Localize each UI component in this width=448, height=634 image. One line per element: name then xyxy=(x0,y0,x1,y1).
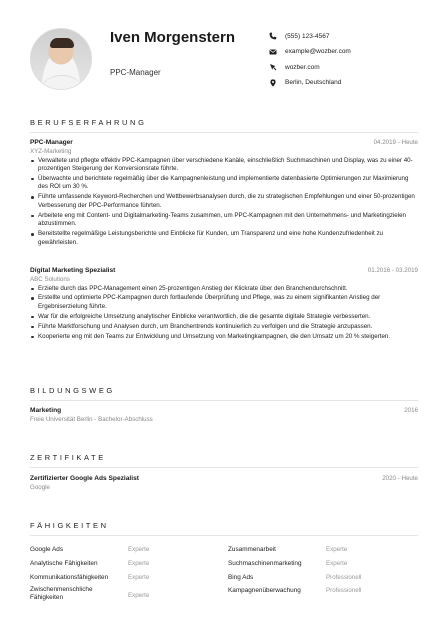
certificate-name: Zertifizierter Google Ads Spezialist xyxy=(30,475,139,482)
bullet-item: Kooperierte eng mit den Teams zur Entwicklung und Umsetzung von Marketingkampagnen, die den Umsatz um 20 % steigerten. xyxy=(30,333,418,342)
education-entry xyxy=(30,407,418,423)
section-divider xyxy=(30,132,418,133)
section-title: FÄHIGKEITEN xyxy=(30,521,109,530)
bullet-item: War für die erfolgreiche Umsetzung analytischer Einblicke verantwortlich, die die gesamte digitale Strategie verbesserten. xyxy=(30,313,418,322)
skill-level: Experte xyxy=(128,592,150,599)
avatar-hair xyxy=(50,38,74,48)
job-date: 01.2016 - 03.2019 xyxy=(367,267,418,274)
experience-section xyxy=(30,118,418,368)
skill-level: Experte xyxy=(326,546,348,553)
certificate-issuer: Google xyxy=(30,483,50,491)
bullet-item: Führte Marktforschung und Analysen durch, um Branchentrends kontinuierlich zu verfolgen und die Strategie anzupassen. xyxy=(30,323,418,332)
skills-section xyxy=(30,521,418,611)
contact-text: wozber.com xyxy=(285,63,320,71)
job-company: XYZ-Marketing xyxy=(30,147,72,155)
contact-phone[interactable] xyxy=(269,30,439,42)
contact-email[interactable] xyxy=(269,46,439,58)
avatar-shirt xyxy=(37,75,87,90)
skill-level: Professionell xyxy=(326,587,362,594)
location-pin-icon xyxy=(269,79,277,87)
skill-level: Experte xyxy=(128,560,150,567)
contact-text: example@wozber.com xyxy=(285,48,351,55)
skill-name: Kampagnenüberwachung xyxy=(228,587,301,594)
link-icon xyxy=(269,63,277,71)
job-date: 04.2019 - Heute xyxy=(373,139,418,146)
skill-name: Google Ads xyxy=(30,546,64,553)
skill-name: Kommunikationsfähigkeiten xyxy=(30,574,109,581)
candidate-name: Iven Morgenstern xyxy=(110,29,236,46)
skill-level: Experte xyxy=(326,560,348,567)
certificate-entry xyxy=(30,475,418,491)
certificates-section xyxy=(30,453,418,503)
section-divider xyxy=(30,400,418,401)
envelope-icon xyxy=(269,48,277,56)
skill-level: Professionell xyxy=(326,574,362,581)
section-title: BERUFSERFAHRUNG xyxy=(30,118,147,127)
job-bullets xyxy=(30,157,418,248)
job-company: ABC Solutions xyxy=(30,275,70,283)
bullet-item: Erzielte durch das PPC-Management einen 25-prozentigen Anstieg der Klickrate über den Branchendurchschnitt. xyxy=(30,285,418,294)
bullet-item: Arbeitete eng mit Content- und Digitalmarketing-Teams zusammen, um PPC-Kampagnen mit den Unternehmens- und Marketingzielen abzustimmen. xyxy=(30,212,418,229)
phone-icon xyxy=(269,32,277,40)
degree: Marketing xyxy=(30,407,62,414)
skill-level: Experte xyxy=(128,546,150,553)
skill-name: Zusammenarbeit xyxy=(228,546,276,553)
job-title: Digital Marketing Spezialist xyxy=(30,267,116,274)
contact-text: Berlin, Deutschland xyxy=(285,79,342,86)
certificate-date: 2020 - Heute xyxy=(382,475,418,482)
skill-name: Bing Ads xyxy=(228,574,254,581)
bullet-item: Führte umfassende Keyword-Recherchen und Wettbewerbsanalysen durch, die zu strategischen Empfehlungen und einer 50-prozentigen Verbesserung der PPC-Performance führten. xyxy=(30,193,418,210)
job-entry xyxy=(30,139,418,248)
education-date: 2016 xyxy=(404,407,418,414)
skill-name: Suchmaschinenmarketing xyxy=(228,560,302,567)
skill-name: Analytische Fähigkeiten xyxy=(30,560,98,567)
job-bullets xyxy=(30,285,418,342)
bullet-item: Verwaltete und pflegte effektiv PPC-Kampagnen über verschiedene Kanäle, einschließlich Suchmaschinen und Display, was zu einer 40-prozentigen Steigerung der Konversionsrate führte. xyxy=(30,157,418,174)
education-section xyxy=(30,386,418,436)
section-title: ZERTIFIKATE xyxy=(30,453,106,462)
contact-location xyxy=(269,77,439,89)
section-divider xyxy=(30,535,418,536)
bullet-item: Überwachte und berichtete regelmäßig über die Kampagnenleistung und implementierte datenbasierte Optimierungen zur Maximierung des ROI um 30 %. xyxy=(30,175,418,192)
bullet-item: Erstellte und optimierte PPC-Kampagnen durch fortlaufende Überprüfung und Pflege, was zu einem signifikanten Anstieg der Ergebniserzielung führte. xyxy=(30,294,418,311)
section-divider xyxy=(30,467,418,468)
job-entry xyxy=(30,267,418,342)
resume-header xyxy=(0,0,448,108)
skill-level: Experte xyxy=(128,574,150,581)
job-title: PPC-Manager xyxy=(30,139,73,146)
avatar xyxy=(30,28,92,90)
contact-text: (555) 123-4567 xyxy=(285,32,330,40)
school: Freie Universität Berlin - Bachelor-Abschluss xyxy=(30,415,153,423)
contact-list xyxy=(269,30,439,92)
bullet-item: Bereitstellte regelmäßige Leistungsberichte und Einblicke für Kunden, um Transparenz und eine hohe Kundenzufriedenheit zu gewährleisten. xyxy=(30,230,418,247)
section-title: BILDUNGSWEG xyxy=(30,386,115,395)
candidate-role: PPC-Manager xyxy=(110,68,161,77)
contact-website[interactable] xyxy=(269,61,439,73)
skill-name: Zwischenmenschliche Fähigkeiten xyxy=(30,586,93,601)
